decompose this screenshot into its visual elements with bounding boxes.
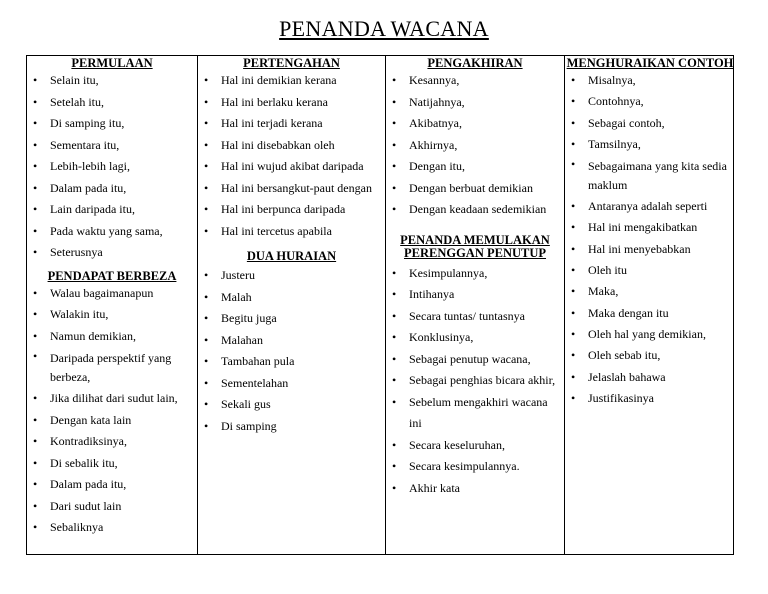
list-item: • Antaranya adalah seperti [565, 196, 735, 217]
list-item: • Lain daripada itu, [27, 199, 197, 221]
page-title: PENANDA WACANA [279, 16, 489, 41]
list-item: • Namun demikian, [27, 326, 197, 348]
list-item: • Oleh sebab itu, [565, 345, 735, 366]
marker-list [565, 70, 735, 409]
list-item: • Walakin itu, [27, 304, 197, 326]
list-item: • Hal ini disebabkan oleh [198, 135, 385, 157]
discourse-marker-table [26, 55, 734, 555]
section-heading: PENDAPAT BERBEZA [47, 268, 177, 283]
column-heading: PERTENGAHAN [243, 56, 340, 70]
list-item: • Maka dengan itu [565, 303, 735, 324]
marker-list [386, 263, 564, 500]
list-item: • Sebagaimana yang kita sedia maklum [565, 155, 735, 196]
list-item: • Contohnya, [565, 91, 735, 112]
list-item: • Secara kesimpulannya. [386, 456, 564, 478]
list-item: • Justeru [198, 265, 385, 287]
list-item: • Seterusnya [27, 242, 197, 264]
list-item: • Di samping itu, [27, 113, 197, 135]
list-item: • Sebagai contoh, [565, 113, 735, 134]
list-item: • Hal ini terjadi kerana [198, 113, 385, 135]
list-item: • Begitu juga [198, 308, 385, 330]
list-item: • Jika dilihat dari sudut lain, [27, 388, 197, 410]
section-heading: DUA HURAIAN [246, 249, 337, 263]
list-item: • Hal ini berpunca daripada [198, 199, 385, 221]
list-item: • Oleh hal yang demikian, [565, 324, 735, 345]
list-item: • Lebih-lebih lagi, [27, 156, 197, 178]
list-item: • Sebaliknya [27, 517, 197, 539]
list-item: • Di samping [198, 416, 385, 438]
list-item: • Pada waktu yang sama, [27, 221, 197, 243]
list-item: • Hal ini mengakibatkan [565, 217, 735, 238]
list-item: • Tamsilnya, [565, 134, 735, 155]
list-item: • Akhirnya, [386, 135, 564, 157]
list-item: • Hal ini berlaku kerana [198, 92, 385, 114]
list-item: • Kesimpulannya, [386, 263, 564, 285]
list-item: • Setelah itu, [27, 92, 197, 114]
list-item: • Dengan itu, [386, 156, 564, 178]
list-item: • Kesannya, [386, 70, 564, 92]
list-item: • Walau bagaimanapun [27, 283, 197, 305]
section-heading: PENANDA MEMULAKAN PERENGGAN PENUTUP [400, 232, 550, 260]
list-item: • Hal ini wujud akibat daripada [198, 156, 385, 178]
list-item: • Sementara itu, [27, 135, 197, 157]
column-permulaan [27, 56, 197, 554]
list-item: • Dengan kata lain [27, 410, 197, 432]
list-item: • Oleh itu [565, 260, 735, 281]
list-item: • Hal ini tercetus apabila [198, 221, 385, 243]
list-item: • Secara tuntas/ tuntasnya [386, 306, 564, 328]
list-item: • Tambahan pula [198, 351, 385, 373]
column-heading: MENGHURAIKAN CONTOH [566, 56, 734, 70]
marker-list [386, 70, 564, 221]
list-item: • Malah [198, 287, 385, 309]
list-item: • Justifikasinya [565, 388, 735, 409]
list-item: • Di sebalik itu, [27, 453, 197, 475]
column-heading: PERMULAAN [71, 56, 153, 70]
column-pengakhiran [385, 56, 564, 554]
list-item: • Dalam pada itu, [27, 178, 197, 200]
marker-list [27, 283, 197, 539]
list-item: • Hal ini menyebabkan [565, 239, 735, 260]
list-item: • Hal ini bersangkut-paut dengan [198, 178, 385, 200]
list-item: • Dalam pada itu, [27, 474, 197, 496]
list-item: • Kontradiksinya, [27, 431, 197, 453]
list-item: • Dengan keadaan sedemikian [386, 199, 564, 221]
marker-list [198, 265, 385, 437]
list-item: • Konklusinya, [386, 327, 564, 349]
list-item: • Dari sudut lain [27, 496, 197, 518]
list-item: • Malahan [198, 330, 385, 352]
list-item: • Daripada perspektif yang berbeza, [27, 347, 197, 388]
column-menghuraikan-contoh [564, 56, 735, 554]
list-item: • Sebagai penghias bicara akhir, [386, 370, 564, 392]
list-item: • Maka, [565, 281, 735, 302]
list-item: • Dengan berbuat demikian [386, 178, 564, 200]
marker-list [27, 70, 197, 264]
column-heading: PENGAKHIRAN [427, 56, 523, 70]
list-item: • Sementelahan [198, 373, 385, 395]
list-item: • Sebelum mengakhiri wacana ini [386, 392, 564, 435]
list-item: • Intihanya [386, 284, 564, 306]
list-item: • Selain itu, [27, 70, 197, 92]
column-pertengahan [197, 56, 385, 554]
marker-list [198, 70, 385, 242]
list-item: • Sebagai penutup wacana, [386, 349, 564, 371]
list-item: • Akhir kata [386, 478, 564, 500]
list-item: • Sekali gus [198, 394, 385, 416]
list-item: • Jelaslah bahawa [565, 367, 735, 388]
list-item: • Secara keseluruhan, [386, 435, 564, 457]
list-item: • Akibatnya, [386, 113, 564, 135]
list-item: • Natijahnya, [386, 92, 564, 114]
list-item: • Hal ini demikian kerana [198, 70, 385, 92]
list-item: • Misalnya, [565, 70, 735, 91]
